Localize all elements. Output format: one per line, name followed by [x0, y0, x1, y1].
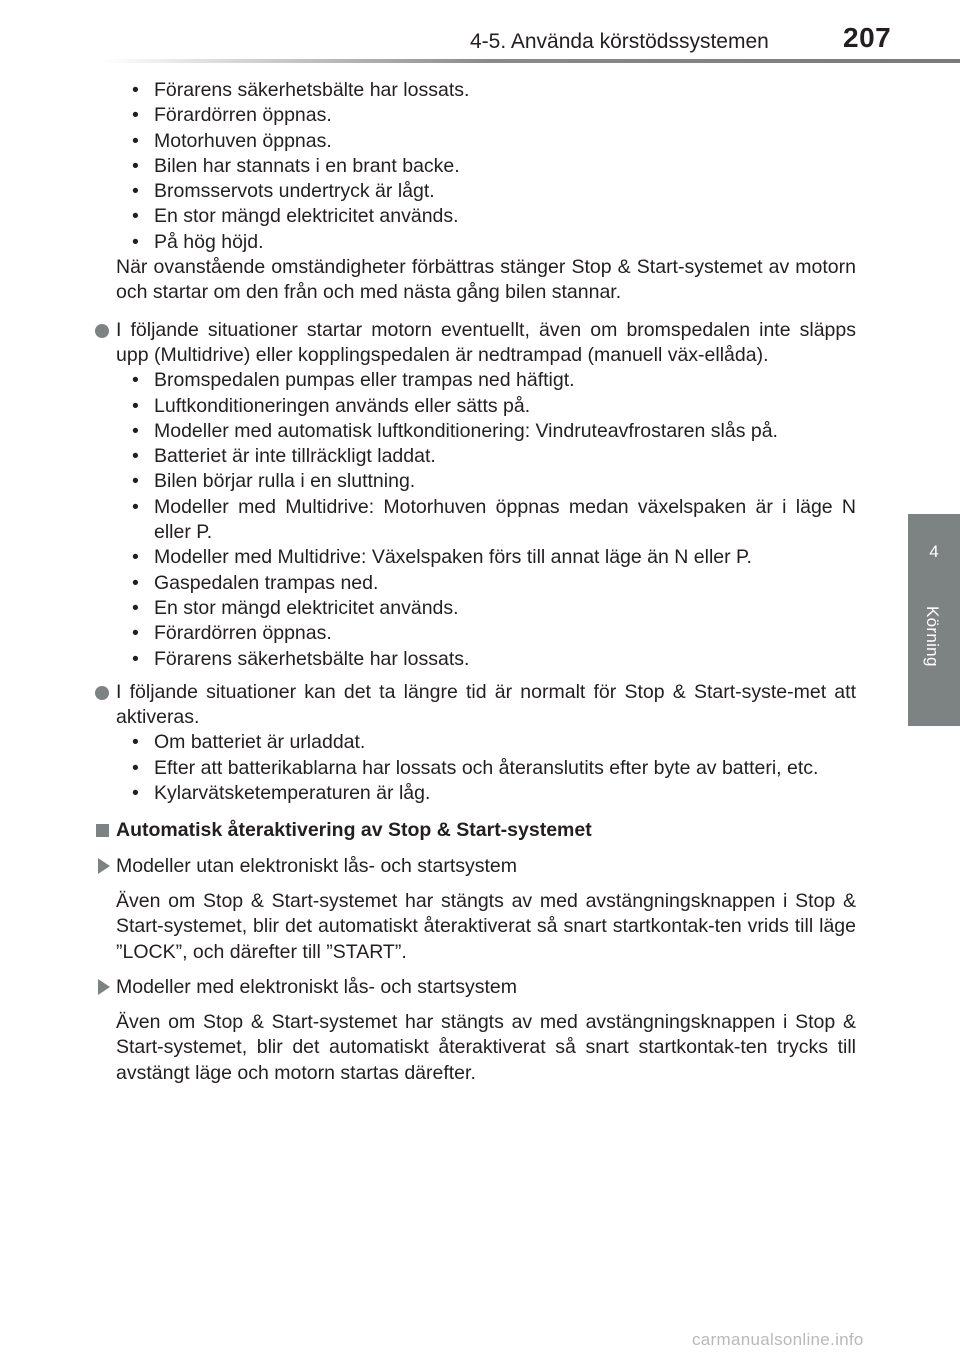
bullet-dot-icon: •: [132, 782, 139, 805]
list-item: • Förardörren öppnas.: [116, 103, 856, 128]
bullet-dot-icon: •: [132, 369, 139, 392]
list-item: • Bromsservots undertryck är lågt.: [116, 179, 856, 204]
list-item: • Bromspedalen pumpas eller trampas ned häftigt.: [116, 368, 856, 393]
list-item: • Förarens säkerhetsbälte har lossats.: [116, 647, 856, 672]
bullet-dot-icon: •: [132, 419, 139, 442]
list-item: • Modeller med automatisk luftkonditionering: Vindruteavfrostaren slås på.: [116, 419, 856, 444]
chapter-tab: [908, 514, 960, 726]
list-item: • Bilen har stannats i en brant backe.: [116, 154, 856, 179]
chapter-label: Körning: [923, 606, 942, 667]
square-bullet-icon: [96, 824, 109, 837]
triangle-arrow-icon: [98, 858, 110, 874]
subsection-body: Även om Stop & Start-systemet har stängts av med avstängningsknappen i Stop & Start-systemet, blir det automatiskt återaktiverat så snart startkontak-ten vrids till läge ”LOCK”, och därefter till ”START”.: [116, 889, 856, 963]
page-header: [0, 0, 960, 64]
bullet-dot-icon: •: [132, 571, 139, 594]
subsection-title-text: Modeller med elektroniskt lås- och startsystem: [116, 975, 517, 998]
bullet-dot-icon: •: [132, 205, 139, 228]
bullet-dot-icon: •: [132, 546, 139, 569]
bullet-dot-icon: •: [132, 495, 139, 518]
circle-bullet-item: [95, 680, 856, 731]
bullet-dot-icon: •: [132, 104, 139, 127]
list-item: • Modeller med Multidrive: Motorhuven öppnas medan växelspaken är i läge N eller P.: [132, 495, 856, 544]
section-heading: [96, 818, 856, 843]
bullet-dot-icon: •: [132, 79, 139, 101]
circle-bullet-item: [95, 318, 856, 369]
bullet-dot-icon: •: [132, 622, 139, 645]
list-item: • Bilen börjar rulla i en sluttning.: [116, 469, 856, 494]
list-item: • Gaspedalen trampas ned.: [116, 571, 856, 596]
list-item: • En stor mängd elektricitet används.: [116, 204, 856, 229]
page-body: [116, 78, 856, 1086]
bullet-dot-icon: •: [132, 756, 139, 779]
bullet-dot-icon: •: [132, 470, 139, 493]
section-title: 4-5. Använda körstödssystemen: [470, 30, 769, 53]
circle-bullet-text: I följande situationer kan det ta längre tid är normalt för Stop & Start-syste-met att aktiveras.: [116, 680, 856, 729]
list-item: • Om batteriet är urladdat.: [116, 730, 856, 755]
subsection-body: Även om Stop & Start-systemet har stängts av med avstängningsknappen i Stop & Start-systemet, blir det automatiskt återaktiverat så snart startkontak-ten trycks till avstängt läge och motorn startas därefter.: [116, 1011, 856, 1084]
list-item: • Luftkonditioneringen används eller sätts på.: [116, 394, 856, 419]
list-item: • En stor mängd elektricitet används.: [116, 596, 856, 621]
chapter-number: 4: [929, 542, 939, 561]
header-rule: [102, 59, 960, 63]
list-item: • Förarens säkerhetsbälte har lossats.: [116, 78, 856, 103]
bullet-dot-icon: •: [132, 154, 139, 177]
bullet-dot-icon: •: [132, 129, 139, 152]
page-number: 207: [843, 22, 892, 53]
bullet-dot-icon: •: [132, 394, 139, 417]
bullet-dot-icon: •: [132, 596, 139, 619]
circle-bullet-text: I följande situationer startar motorn eventuellt, även om bromspedalen inte släpps upp (Multidrive) eller kopplingspedalen är nedtrampad (manuell väx-ellåda).: [116, 318, 856, 366]
list-item: • Kylarvätsketemperaturen är låg.: [116, 781, 856, 806]
condition-list-2: [116, 368, 856, 672]
bullet-dot-icon: •: [132, 647, 139, 670]
list-item: • På hög höjd.: [116, 230, 856, 255]
triangle-arrow-icon: [98, 979, 110, 995]
circle-bullet-icon: [95, 324, 109, 338]
bullet-dot-icon: •: [132, 230, 139, 253]
bullet-dot-icon: •: [132, 731, 139, 754]
subsection-title: [96, 854, 856, 879]
paragraph: När ovanstående omständigheter förbättras stänger Stop & Start-systemet av motorn och startar om den från och med nästa gång bilen stannar.: [116, 256, 856, 304]
subsection-title-text: Modeller utan elektroniskt lås- och startsystem: [116, 854, 517, 877]
list-item: • Förardörren öppnas.: [116, 621, 856, 646]
list-item: • Efter att batterikablarna har lossats och återanslutits efter byte av batteri, etc.: [116, 756, 856, 781]
condition-list-3: [116, 730, 856, 806]
list-item: • Motorhuven öppnas.: [116, 129, 856, 154]
bullet-dot-icon: •: [132, 445, 139, 468]
condition-list-1: [116, 78, 856, 255]
list-item: • Batteriet är inte tillräckligt laddat.: [116, 444, 856, 469]
bullet-dot-icon: •: [132, 180, 139, 203]
list-item: • Modeller med Multidrive: Växelspaken förs till annat läge än N eller P.: [116, 545, 856, 570]
subsection-title: [96, 975, 856, 1000]
section-heading-text: Automatisk återaktivering av Stop & Start-systemet: [116, 819, 592, 842]
watermark-text: carmanualsonline.info: [692, 1330, 864, 1349]
circle-bullet-icon: [95, 686, 109, 700]
